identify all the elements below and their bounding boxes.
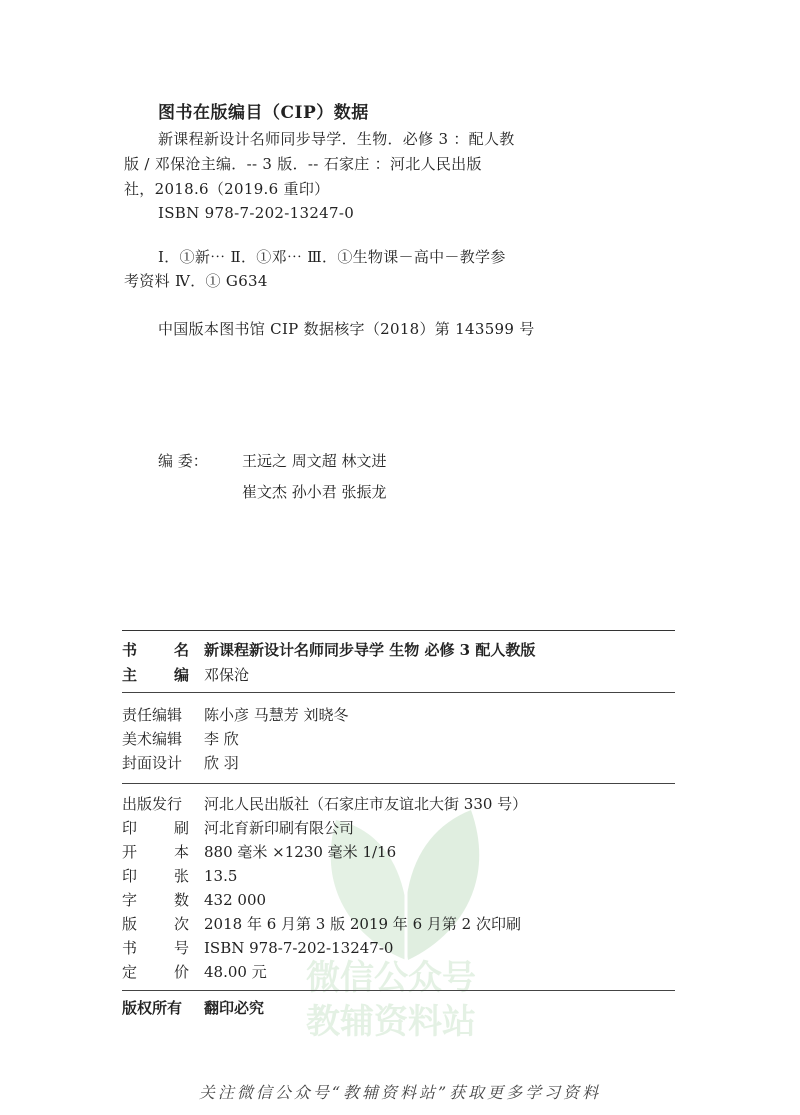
detail-row: 书 号 ISBN 978-7-202-13247-0 xyxy=(122,939,394,957)
footer-note: 关注微信公众号“教辅资料站”获取更多学习资料 xyxy=(198,1083,602,1102)
book-title-row xyxy=(122,639,535,661)
detail-row: 印 张 13.5 xyxy=(122,867,238,885)
staff-row: 美术编辑 李 欣 xyxy=(122,730,239,748)
cip-isbn: ISBN 978-7-202-13247-0 xyxy=(158,204,355,222)
chief-editor-row xyxy=(122,664,249,686)
cip-title: 图书在版编目（CIP）数据 xyxy=(158,103,369,123)
cip-line-1: 新课程新设计名师同步导学．生物．必修 3 ：配人教 xyxy=(158,130,515,148)
publisher-row: 出版发行 河北人民出版社（石家庄市友谊北大街 330 号） xyxy=(122,795,528,813)
chief-editor-label: 主 编 xyxy=(122,666,190,684)
rule-top xyxy=(122,630,675,631)
cip-classification-1: Ⅰ．①新⋯ Ⅱ．①邓⋯ Ⅲ．①生物课－高中－教学参 xyxy=(158,248,506,266)
committee-label: 编 委： xyxy=(158,452,208,470)
watermark-line-2: 教辅资料站 xyxy=(306,1002,476,1042)
book-title-value: 新课程新设计名师同步导学 生物 必修 3 配人教版 xyxy=(204,641,536,659)
rule-2 xyxy=(122,692,675,693)
rule-4 xyxy=(122,990,675,991)
cip-classification-2: 考资料 Ⅳ．① G634 xyxy=(124,272,268,290)
detail-row: 印 刷 河北育新印刷有限公司 xyxy=(122,819,355,837)
staff-row: 封面设计 欣 羽 xyxy=(122,754,239,772)
chief-editor-value: 邓保沧 xyxy=(204,666,250,684)
cip-line-3: 社，2018.6（2019.6 重印） xyxy=(124,180,330,198)
committee-row-1: 王远之 周文超 林文进 xyxy=(242,452,387,470)
watermark-line-1: 微信公众号 xyxy=(306,958,476,998)
copyright-row: 版权所有 翻印必究 xyxy=(122,999,265,1017)
detail-row: 开 本 880 毫米 ×1230 毫米 1/16 xyxy=(122,843,397,861)
book-title-label: 书 名 xyxy=(122,641,190,659)
committee-row-2: 崔文杰 孙小君 张振龙 xyxy=(242,483,387,501)
cip-line-2: 版 / 邓保沧主编．-- 3 版．-- 石家庄 ：河北人民出版 xyxy=(124,155,482,173)
staff-row: 责任编辑 陈小彦 马慧芳 刘晓冬 xyxy=(122,706,349,724)
detail-row: 定 价 48.00 元 xyxy=(122,963,267,981)
detail-row: 版 次 2018 年 6 月第 3 版 2019 年 6 月第 2 次印刷 xyxy=(122,915,521,933)
detail-row: 字 数 432 000 xyxy=(122,891,267,909)
rule-3 xyxy=(122,783,675,784)
cip-verification: 中国版本图书馆 CIP 数据核字（2018）第 143599 号 xyxy=(158,320,535,338)
